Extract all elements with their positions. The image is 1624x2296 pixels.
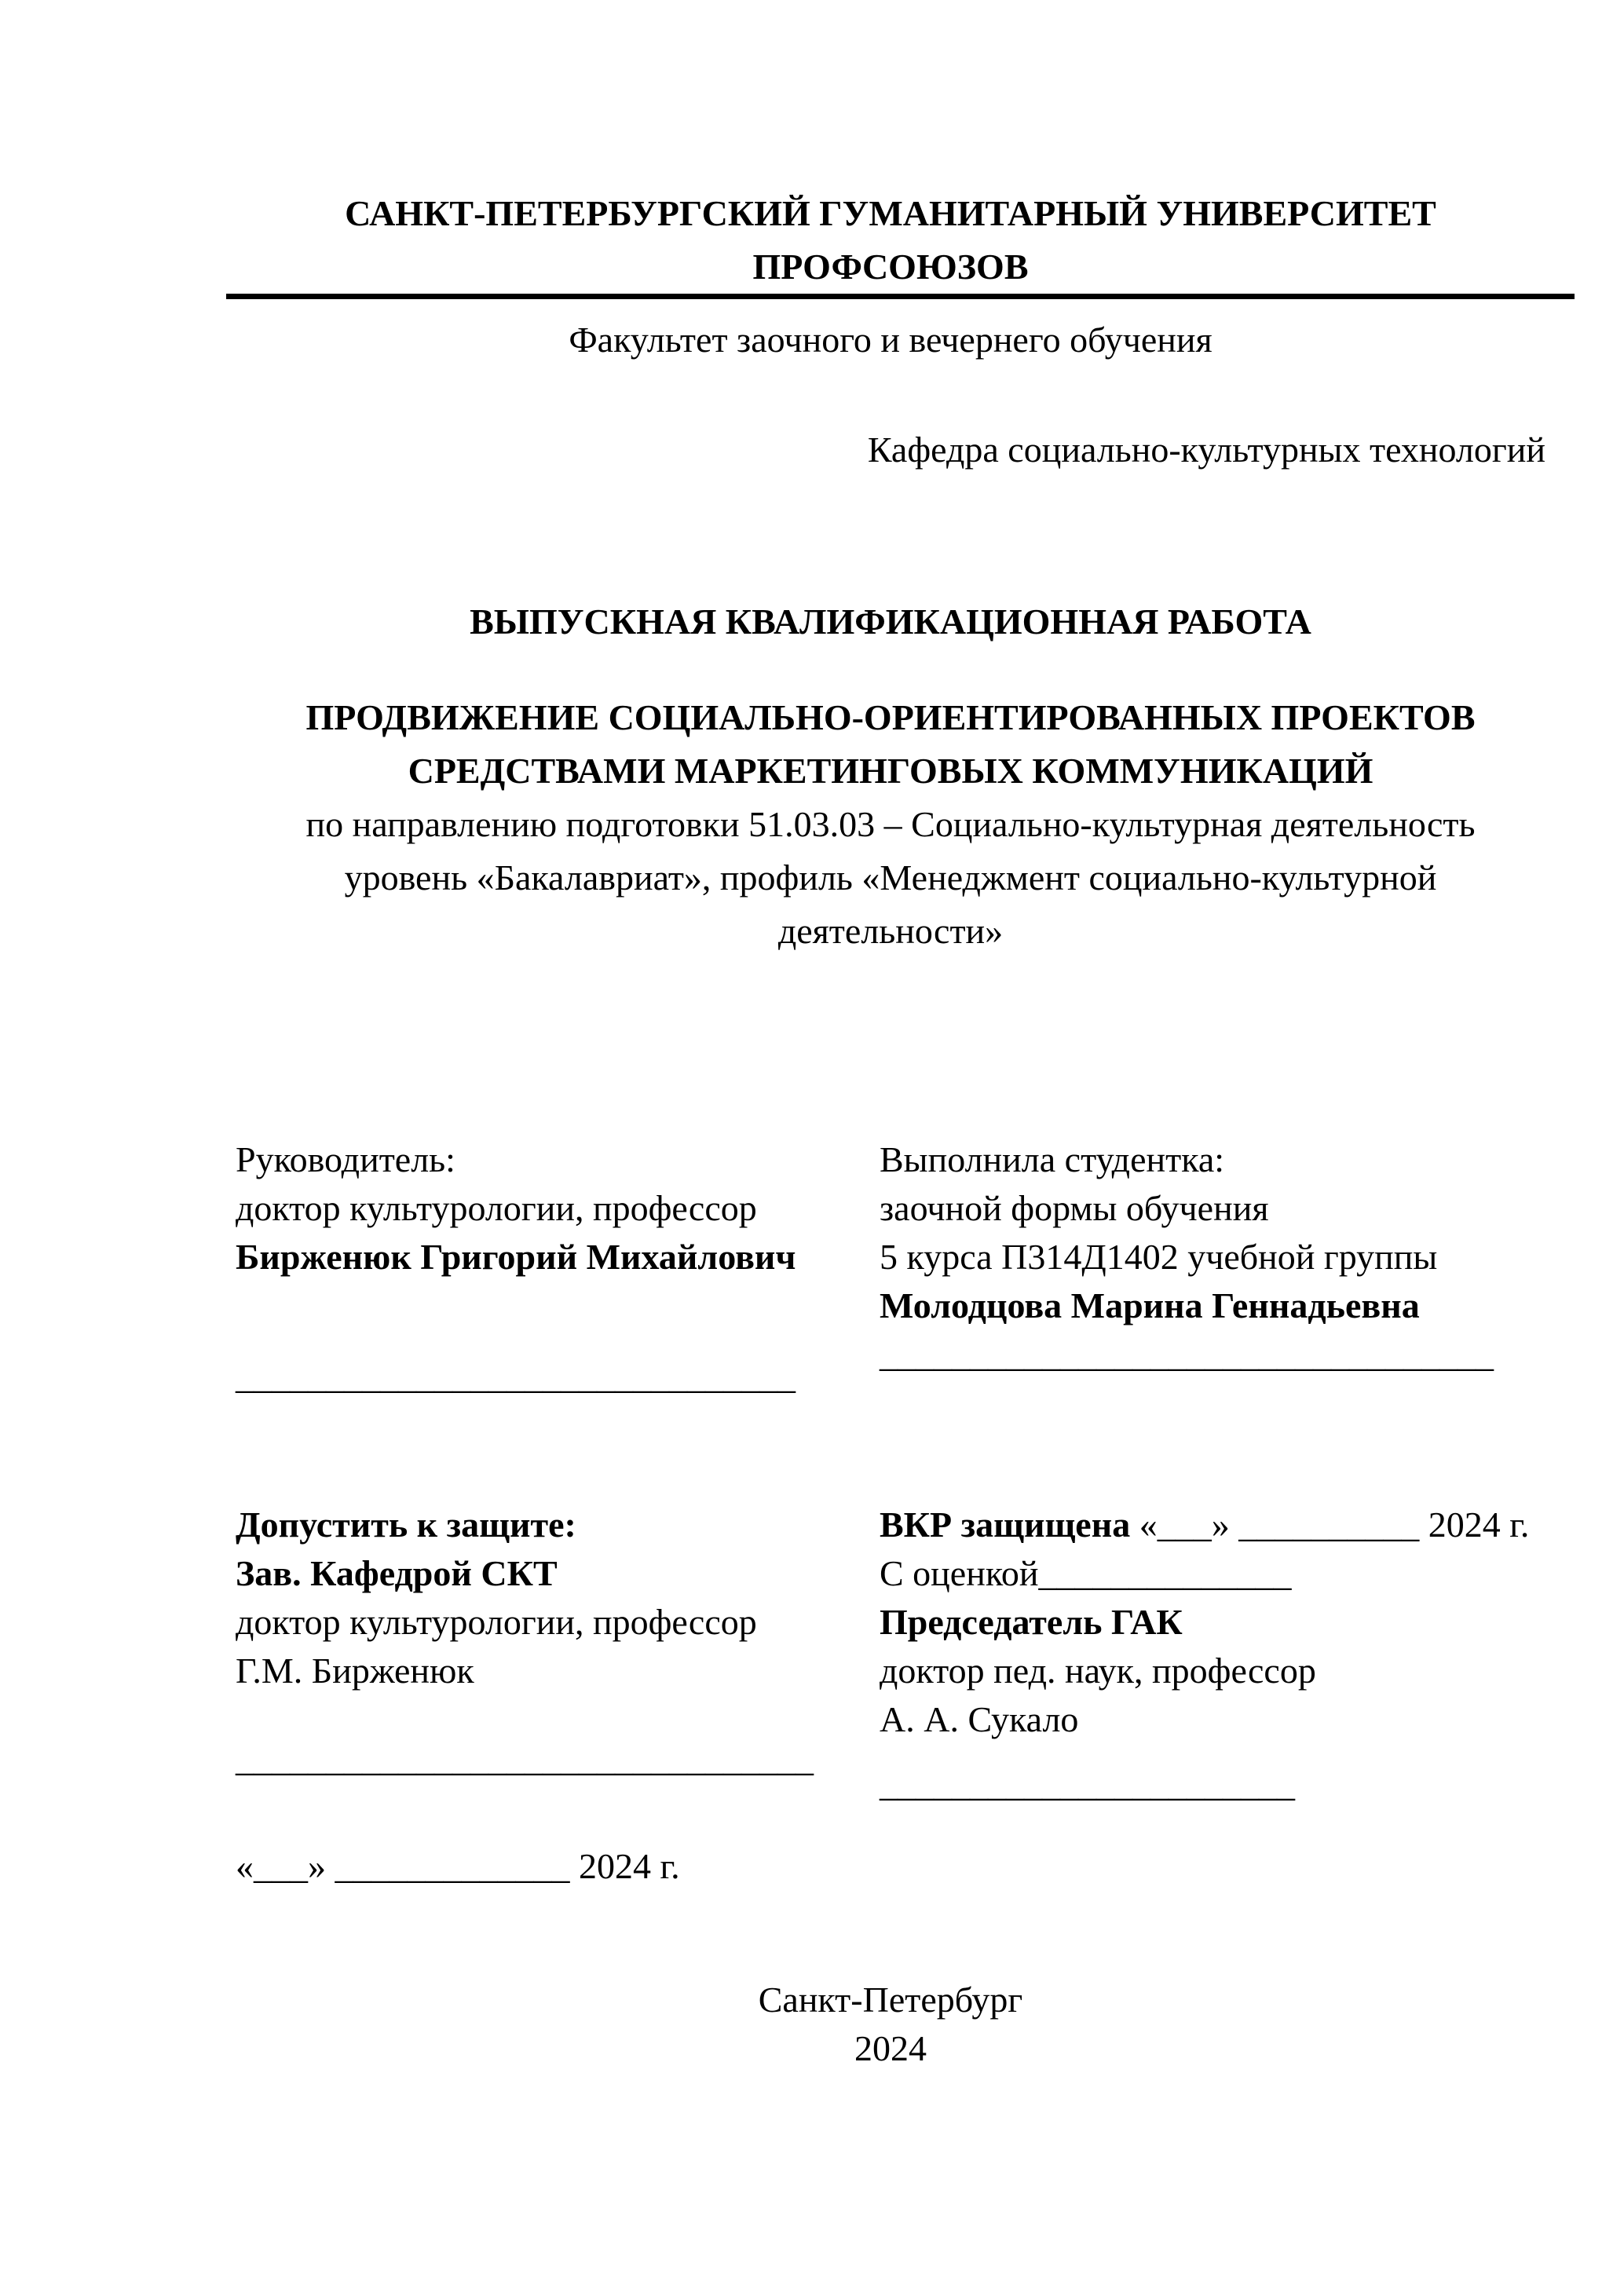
supervisor-degree: доктор культурологии, профессор [236,1188,757,1228]
admission-signature-line: ________________________________ [236,1738,814,1779]
admission-permit-line: Допустить к защите: [236,1504,576,1545]
admission-name: Г.М. Бирженюк [236,1651,474,1691]
admission-head-line: Зав. Кафедрой СКТ [236,1553,558,1593]
supervisor-name: Бирженюк Григорий Михайлович [236,1237,796,1277]
admission-block [236,1501,880,1891]
supervisor-label: Руководитель: [236,1139,455,1179]
defense-chair-name: А. А. Сукало [880,1699,1079,1739]
student-name: Молодцова Марина Геннадьевна [880,1285,1420,1325]
defense-defended-line [880,1501,1545,1549]
level-line1: уровень «Бакалавриат», профиль «Менеджмент социально-культурной [344,857,1437,898]
work-type-heading: ВЫПУСКНАЯ КВАЛИФИКАЦИОННАЯ РАБОТА [470,601,1311,642]
thesis-title-line1: ПРОДВИЖЕНИЕ СОЦИАЛЬНО-ОРИЕНТИРОВАННЫХ ПРОЕКТОВ [305,697,1476,737]
student-label: Выполнила студентка: [880,1139,1225,1179]
spacer [236,1783,880,1842]
department-line: Кафедра социально-культурных технологий [867,430,1545,470]
thesis-title-block [236,691,1545,958]
program-line: по направлению подготовки 51.03.03 – Социально-культурная деятельность [305,804,1476,844]
spacer [236,1281,880,1352]
defense-defended-rest: «___» __________ 2024 г. [1130,1504,1530,1545]
signatories-bottom-block [236,1501,1545,1891]
thesis-title-line2: СРЕДСТВАМИ МАРКЕТИНГОВЫХ КОММУНИКАЦИЙ [408,751,1373,791]
defense-chair-title: Председатель ГАК [880,1602,1183,1642]
spacer [880,1744,1545,1760]
signatories-top-block [236,1135,1545,1401]
university-header [236,187,1545,294]
university-name-line1: САНКТ-ПЕТЕРБУРГСКИЙ ГУМАНИТАРНЫЙ УНИВЕРСИТЕТ [345,193,1436,233]
student-block [880,1135,1545,1379]
student-signature-line: __________________________________ [880,1334,1494,1374]
university-name-line2: ПРОФСОЮЗОВ [752,247,1029,287]
defense-grade-line: С оценкой______________ [880,1553,1292,1593]
defense-signature-line: _______________________ [880,1764,1295,1804]
student-group: 5 курса П314Д1402 учебной группы [880,1237,1438,1277]
footer-year: 2024 [854,2028,927,2068]
header-rule [226,294,1575,299]
defense-chair-degree: доктор пед. наук, профессор [880,1651,1316,1691]
faculty-line: Факультет заочного и вечернего обучения [569,320,1213,360]
footer-city: Санкт-Петербург [758,1980,1023,2020]
defense-block [880,1501,1545,1808]
admission-degree: доктор культурологии, профессор [236,1602,757,1642]
footer-block [236,1976,1545,2073]
defense-defended-label: ВКР защищена [880,1504,1131,1545]
spacer [236,1695,880,1735]
admission-date-line: «___» _____________ 2024 г. [236,1846,680,1886]
level-line2: деятельности» [777,911,1004,951]
supervisor-signature-line: _______________________________ [236,1356,796,1396]
student-study-form: заочной формы обучения [880,1188,1269,1228]
supervisor-block [236,1135,880,1401]
